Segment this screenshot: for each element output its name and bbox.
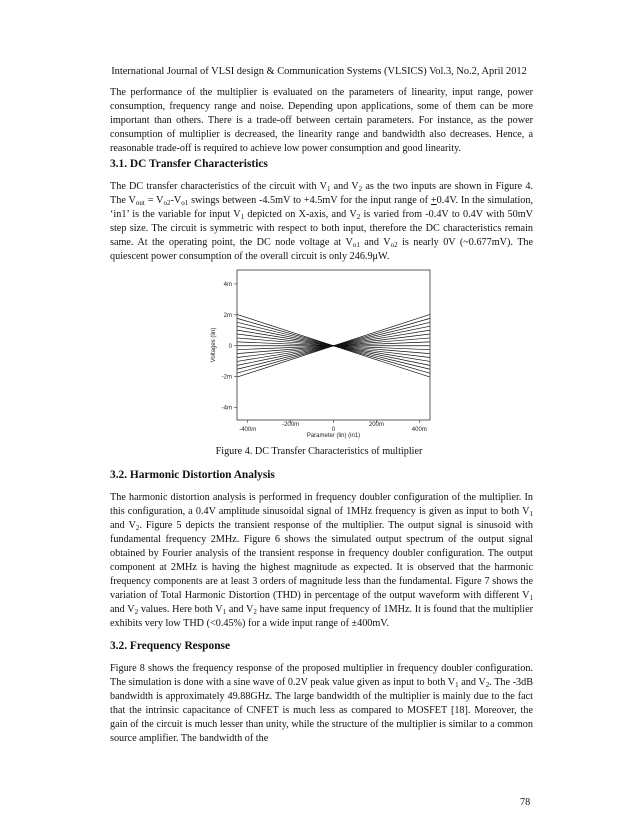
y-tick-label-1: -2m: [221, 374, 232, 381]
x-tick-label-1: -200m: [282, 422, 300, 428]
section-heading-harmonic: 3.2. Harmonic Distortion Analysis: [110, 469, 275, 481]
page-number: 78: [520, 797, 531, 808]
y-tick-label-0: -4m: [221, 405, 232, 412]
x-tick-label-4: 400m: [411, 427, 427, 433]
frequency-paragraph: Figure 8 shows the frequency response of the proposed multiplier in frequency doubler configuration. The simulation is done with a sine wave of 0.2V peak value given as input to both $V_1$ and $V_2$. The -3dB bandwidth is approximately 49.88GHz. The large bandwidth of the multiplier is mainly due to the fact that the intrinsic capacitance of CNFET is much less as compared to MOSFET [18]. Moreover, the gain of the circuit is much lesser than unity, while the structure of the multiplier is similar to a common source amplifier. The bandwidth of the: [110, 663, 534, 744]
x-tick-label-0: -400m: [239, 427, 257, 433]
dc-transfer-paragraph: The DC transfer characteristics of the circuit with $V_1$ and $V_2$ as the two inputs are shown in Figure 4. The $V_{out} = V_{o2}-V_{o1}$ swings between -4.5mV to +4.5mV for the input range of +0.4V. In the simulation, ‘in1’ is the variable for input $V_1$ depicted on X-axis, and $V_2$ is varied from -0.4V to 0.4V with 50mV step size. The circuit is symmetric with respect to both input, therefore the DC characteristics remain same. At the operating point, the DC node voltage at $V_{o1}$ and $V_{o2}$ is nearly 0V (~0.677mV). The quiescent power consumption of the overall circuit is only 246.9μW.: [110, 181, 534, 262]
y-tick-label-2: 0: [228, 343, 232, 350]
y-tick-label-4: 4m: [223, 281, 232, 288]
dc-transfer-chart: [195, 262, 445, 442]
plot-lines: [237, 314, 430, 377]
plot-frame: [237, 270, 430, 420]
figure-caption: Figure 4. DC Transfer Characteristics of multiplier: [215, 446, 423, 457]
y-tick-label-3: 2m: [223, 312, 232, 319]
journal-header: International Journal of VLSI design & Communication Systems (VLSICS) Vol.3, No.2, April 2012: [111, 66, 527, 77]
axis-ticks: [222, 282, 427, 433]
y-axis-label: Voltages (lin): [211, 327, 217, 363]
x-axis-label: Parameter (lin) (in1): [306, 433, 361, 439]
x-tick-label-2: 0: [331, 427, 336, 433]
section-heading-frequency: 3.2. Frequency Response: [110, 640, 231, 652]
harmonic-paragraph: The harmonic distortion analysis is performed in frequency doubler configuration of the multiplier. In this configuration, a 0.4V amplitude sinusoidal signal of 1MHz frequency is given as input to both $V_1$ and $V_2$. Figure 5 depicts the transient response of the multiplier. The output signal is sinusoid with fundamental frequency 2MHz. Figure 6 shows the simulated output spectrum of the output signal obtained by Fourier analysis of the transient response in frequency doubler configuration. The output component at 2MHz is having the highest magnitude as expected. It is observed that the harmonic frequency components are at least 3 orders of magnitude less than the fundamental. Figure 7 shows the variation of Total Harmonic Distortion (THD) in percentage of the output waveform with different $V_1$ and $V_2$ values. Here both $V_1$ and $V_2$ have same input frequency of 1MHz. It is found that the multiplier exhibits very low THD (<0.45%) for a wide input range of ±400mV.: [110, 492, 534, 629]
section-heading-dc-transfer: 3.1. DC Transfer Characteristics: [110, 158, 268, 170]
intro-paragraph: The performance of the multiplier is evaluated on the parameters of linearity, input range, power consumption, frequency range and noise. Depending upon applications, some of them can be more important than others. There is a trade-off between certain parameters. For instance, as the power consumption of multiplier is decreased, the linearity range and bandwidth also decreases. Hence, a reasonable trade-off is required to achieve low power consumption and good linearity.: [110, 87, 533, 154]
x-tick-label-3: 200m: [368, 422, 384, 428]
